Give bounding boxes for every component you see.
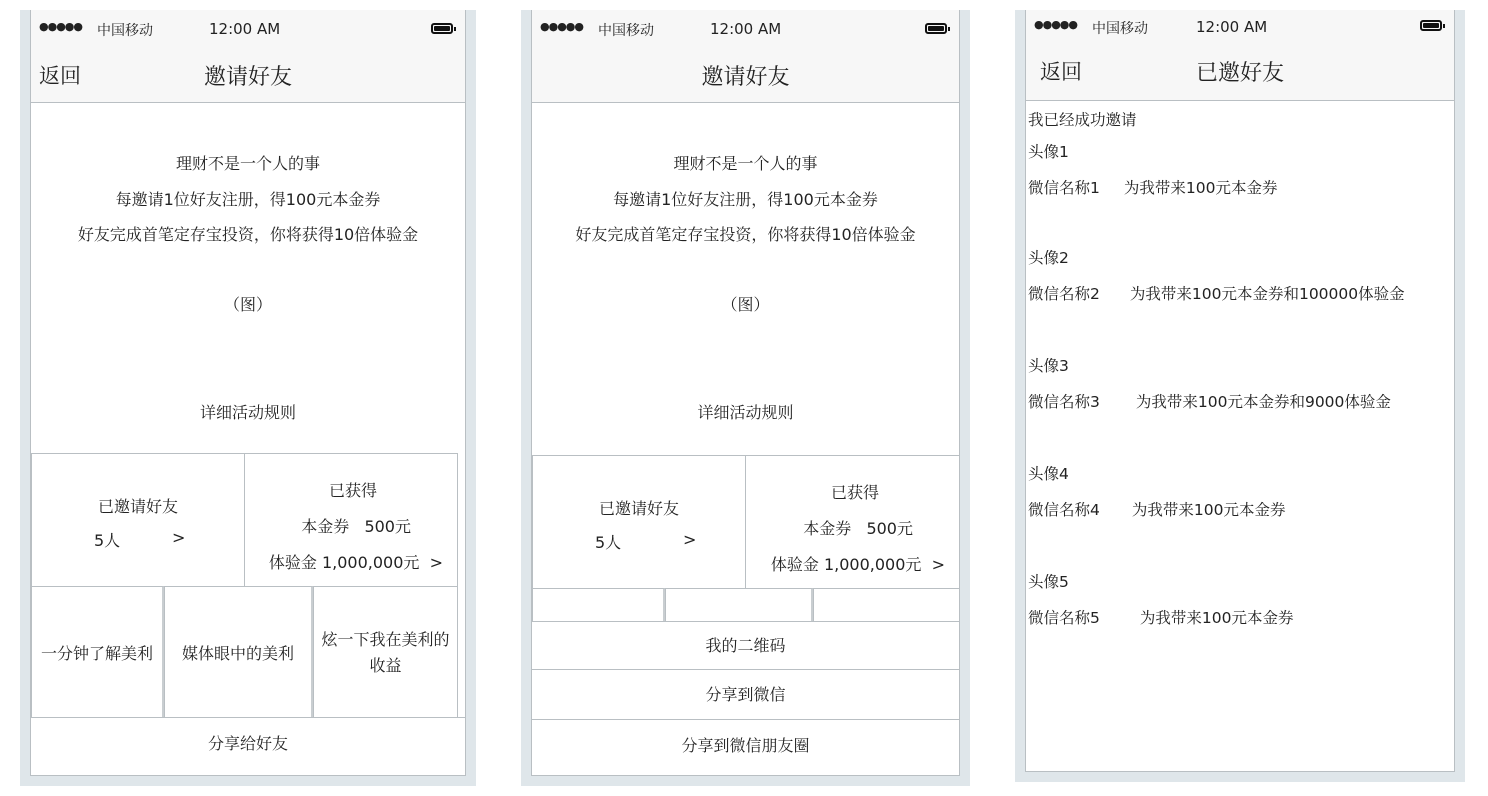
- back-button[interactable]: 返回: [39, 64, 81, 88]
- promo-line: 好友完成首笔定存宝投资，你将获得10倍体验金: [575, 225, 916, 244]
- friend-name: 微信名称4: [1028, 501, 1100, 519]
- invited-count: 5人: [94, 531, 121, 550]
- trial-amount: 体验金 1,000,000元 >: [770, 555, 945, 574]
- earned-rewards-card[interactable]: [745, 455, 960, 589]
- friend-reward: 为我带来100元本金券和9000体验金: [1135, 393, 1391, 411]
- friend-avatar: 头像4: [1028, 465, 1069, 483]
- clock: 12:00 AM: [1196, 18, 1268, 36]
- friend-info: [1028, 498, 1285, 520]
- friend-reward: 为我带来100元本金券和100000体验金: [1129, 285, 1405, 303]
- screen-content: [1025, 10, 1455, 772]
- battery-icon: [1420, 20, 1442, 31]
- chevron-right-icon: >: [172, 528, 186, 547]
- battery-icon: [925, 23, 947, 34]
- back-button[interactable]: 返回: [1040, 60, 1082, 84]
- promo-line: 每邀请1位好友注册，得100元本金券: [613, 190, 878, 209]
- rules-link[interactable]: 详细活动规则: [697, 403, 794, 422]
- status-bar: [532, 10, 959, 48]
- friend-avatar: 头像2: [1028, 249, 1069, 267]
- friend-info: [1028, 390, 1391, 412]
- phone-screen-invited-list: [1015, 10, 1465, 782]
- promo-section: [31, 103, 465, 453]
- carrier-label: 中国移动: [598, 23, 654, 39]
- promo-section: [532, 103, 959, 453]
- invited-label: 已邀请好友: [598, 499, 679, 518]
- earned-label: 已获得: [830, 483, 879, 502]
- friend-name: 微信名称1: [1028, 179, 1100, 197]
- page-title: 邀请好友: [203, 65, 292, 90]
- signal-icon: ●●●●●: [1034, 18, 1077, 31]
- promo-line: 理财不是一个人的事: [673, 154, 818, 173]
- friend-avatar: 头像3: [1028, 357, 1069, 375]
- share-moments-button[interactable]: 分享到微信朋友圈: [532, 719, 959, 771]
- carrier-label: 中国移动: [1092, 21, 1148, 37]
- earned-label: 已获得: [328, 481, 377, 500]
- coupon-amount: 本金券 500元: [803, 519, 913, 538]
- tile-show-earnings[interactable]: [313, 586, 458, 718]
- promo-line: 每邀请1位好友注册，得100元本金券: [115, 190, 381, 209]
- image-placeholder: （图）: [721, 295, 770, 314]
- friend-reward: 为我带来100元本金券: [1123, 179, 1278, 197]
- friend-avatar: 头像1: [1028, 143, 1069, 161]
- friend-name: 微信名称5: [1028, 609, 1100, 627]
- friend-info: [1028, 606, 1293, 628]
- page-title: 已邀好友: [1195, 61, 1284, 86]
- clock: 12:00 AM: [710, 20, 782, 38]
- trial-amount: 体验金 1,000,000元 >: [268, 553, 443, 572]
- nav-bar: [532, 48, 959, 103]
- friend-info: [1028, 282, 1405, 304]
- list-item[interactable]: [1028, 246, 1454, 326]
- tile-intro[interactable]: [31, 586, 165, 718]
- status-bar: [1026, 10, 1454, 42]
- signal-icon: ●●●●●: [39, 20, 82, 33]
- friend-info: [1028, 176, 1277, 198]
- list-item[interactable]: [1028, 140, 1454, 220]
- invited-friends-card[interactable]: [31, 453, 245, 587]
- invited-count: 5人: [595, 533, 622, 552]
- earned-rewards-card[interactable]: [244, 453, 458, 587]
- carrier-label: 中国移动: [97, 23, 153, 39]
- my-qrcode-button[interactable]: 我的二维码: [532, 621, 959, 669]
- friend-reward: 为我带来100元本金券: [1131, 501, 1286, 519]
- promo-line: 理财不是一个人的事: [175, 154, 320, 173]
- empty-tile: [665, 588, 814, 622]
- nav-bar: [1026, 42, 1454, 101]
- invited-label: 已邀请好友: [97, 497, 178, 516]
- phone-screen-invite: [20, 10, 476, 786]
- friend-name: 微信名称2: [1028, 285, 1100, 303]
- coupon-amount: 本金券 500元: [301, 517, 411, 536]
- page-title: 邀请好友: [701, 65, 790, 90]
- empty-tile: [532, 588, 666, 622]
- clock: 12:00 AM: [209, 20, 281, 38]
- chevron-right-icon: >: [683, 530, 697, 549]
- screen-content: [30, 10, 466, 776]
- signal-icon: ●●●●●: [540, 20, 583, 33]
- friend-reward: 为我带来100元本金券: [1139, 609, 1294, 627]
- phone-screen-invite-alt: [521, 10, 970, 786]
- screen-content: [531, 10, 960, 776]
- status-bar: [31, 10, 465, 48]
- empty-tile: [813, 588, 960, 622]
- promo-line: 好友完成首笔定存宝投资，你将获得10倍体验金: [77, 225, 419, 244]
- friend-name: 微信名称3: [1028, 393, 1100, 411]
- battery-icon: [431, 23, 453, 34]
- list-item[interactable]: [1028, 462, 1454, 542]
- share-wechat-button[interactable]: 分享到微信: [532, 669, 959, 719]
- nav-bar: [31, 48, 465, 103]
- list-item[interactable]: [1028, 570, 1454, 650]
- rules-link[interactable]: 详细活动规则: [199, 403, 296, 422]
- tile-label: 一分钟了解美利: [40, 644, 153, 663]
- list-item[interactable]: [1028, 354, 1454, 434]
- share-to-friends-button[interactable]: 分享给好友: [31, 717, 465, 769]
- list-intro: 我已经成功邀请: [1028, 111, 1137, 129]
- tile-media[interactable]: [164, 586, 314, 718]
- image-placeholder: （图）: [223, 295, 272, 314]
- tile-label: 炫一下我在美利的收益: [321, 630, 450, 675]
- friend-avatar: 头像5: [1028, 573, 1069, 591]
- tile-label: 媒体眼中的美利: [181, 644, 294, 663]
- invited-friends-card[interactable]: [532, 455, 746, 589]
